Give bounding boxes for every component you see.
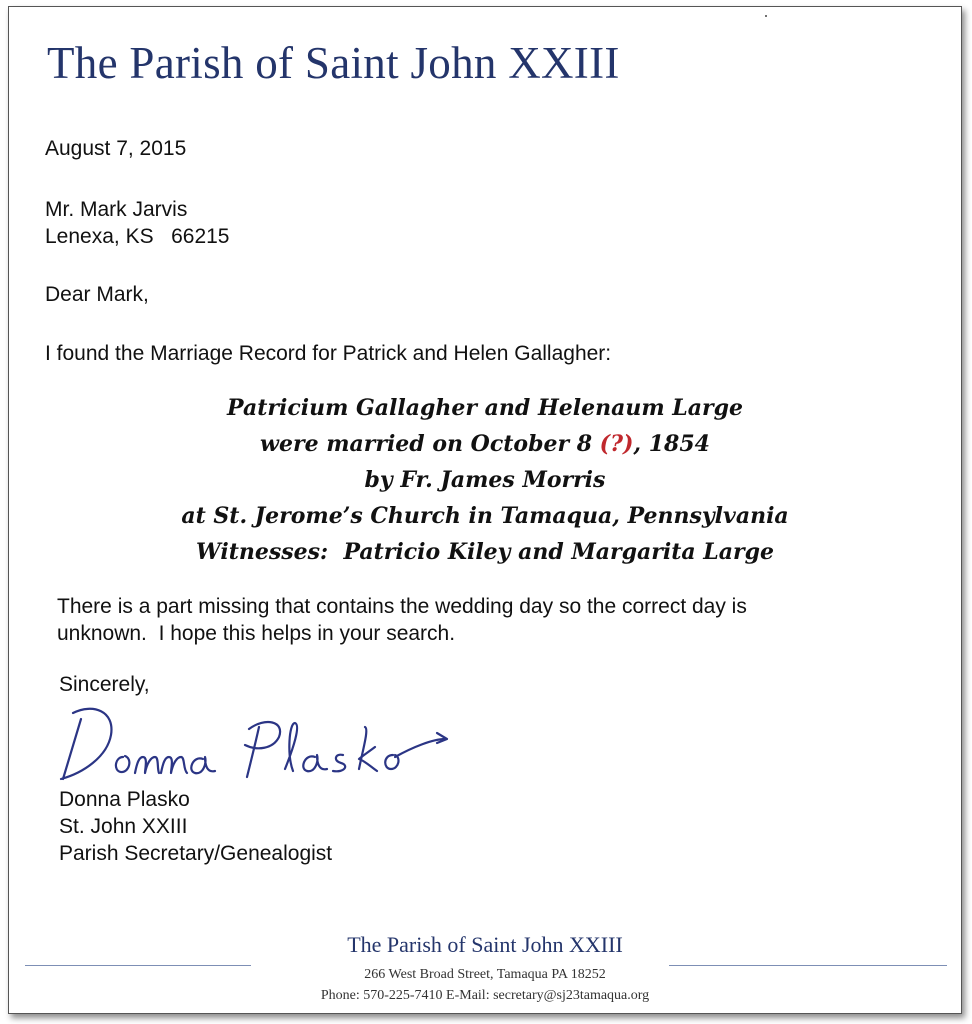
letter-page [8, 6, 962, 1014]
salutation: Dear Mark, [45, 283, 149, 306]
signer-title: Parish Secretary/Genealogist [59, 842, 333, 865]
paper-speck [765, 15, 767, 17]
record-date [9, 426, 961, 462]
footer-address: 266 West Broad Street, Tamaqua PA 18252 [364, 967, 606, 982]
footer-parish-name: The Parish of Saint John XXIII [347, 932, 623, 957]
record-date-prefix: were married on October 8 [260, 431, 600, 457]
record-church: at St. Jerome’s Church in Tamaqua, Pennsylvania [181, 503, 789, 529]
handwritten-signature [53, 699, 453, 789]
signer-organization: St. John XXIII [59, 815, 188, 838]
footer-rule-left [25, 965, 251, 966]
letter-date: August 7, 2015 [45, 137, 187, 160]
uncertain-day-mark: (?) [599, 431, 634, 457]
record-couple: Patricium Gallagher and Helenaum Large [227, 395, 743, 421]
closing: Sincerely, [59, 673, 150, 696]
letterhead-title: The Parish of Saint John XXIII [47, 38, 620, 88]
intro-paragraph: I found the Marriage Record for Patrick and Helen Gallagher: [45, 342, 612, 365]
marriage-record [9, 390, 961, 570]
footer-rule-right [669, 965, 947, 966]
signer-name: Donna Plasko [59, 788, 190, 811]
record-witnesses: Witnesses: Patricio Kiley and Margarita Large [196, 539, 774, 565]
record-officiant: by Fr. James Morris [364, 467, 606, 493]
note-line-1: There is a part missing that contains the wedding day so the correct day is [57, 595, 747, 618]
footer-contact: Phone: 570-225-7410 E-Mail: secretary@sj23tamaqua.org [320, 988, 650, 1003]
recipient-address: Lenexa, KS 66215 [45, 225, 230, 248]
recipient-name: Mr. Mark Jarvis [45, 198, 188, 221]
note-line-2: unknown. I hope this helps in your search. [57, 622, 456, 645]
record-date-suffix: , 1854 [633, 431, 710, 457]
